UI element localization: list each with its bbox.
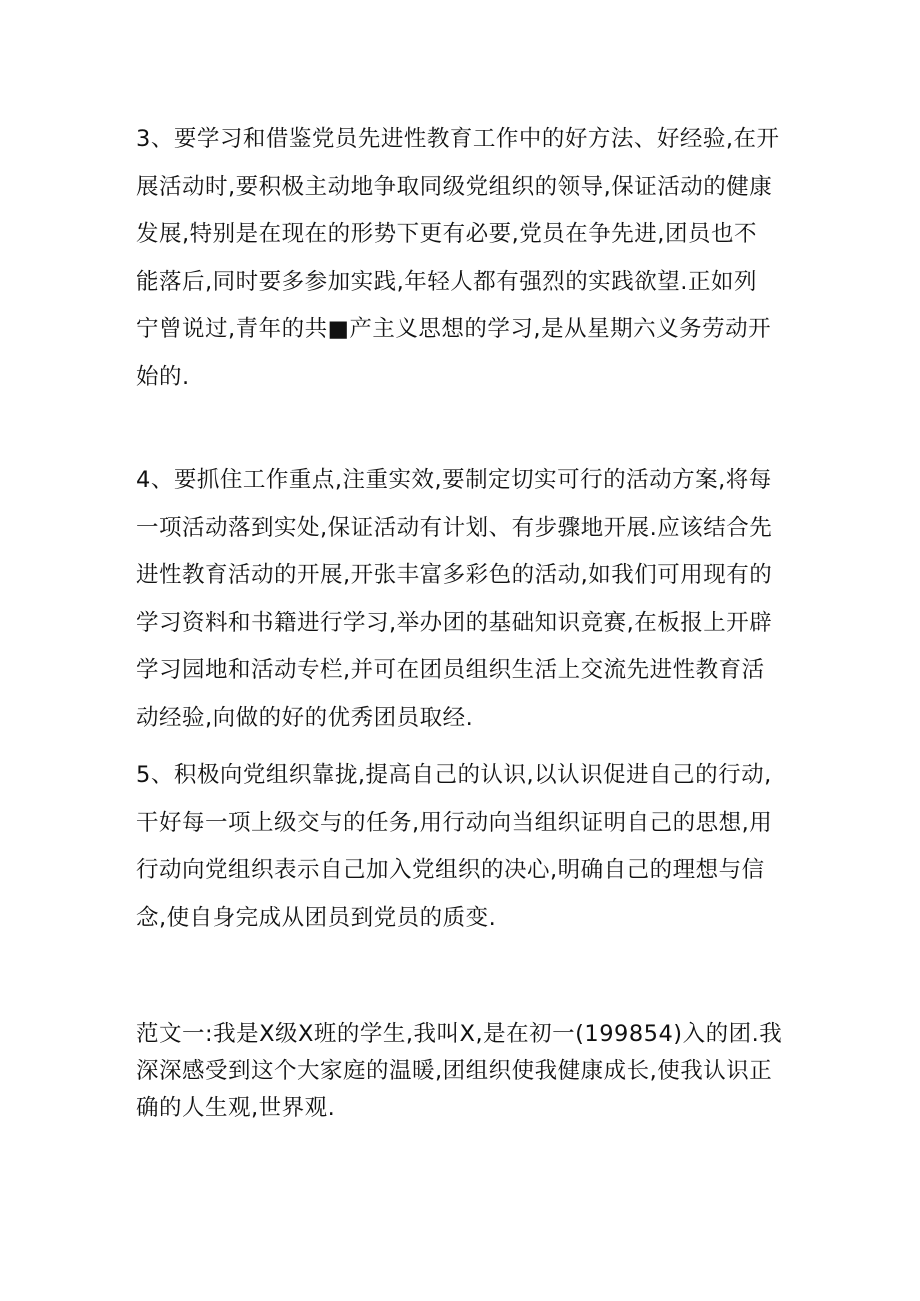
paragraph-line: 一项活动落到实处,保证活动有计划、有步骤地开展.应该结合先 bbox=[136, 514, 773, 541]
paragraph-line: 进性教育活动的开展,开张丰富多彩色的活动,如我们可用现有的 bbox=[136, 562, 773, 588]
paragraph-line: 范文一:我是X级X班的学生,我叫X,是在初一(199854)入的团.我 bbox=[136, 1021, 783, 1047]
paragraph-5 bbox=[136, 752, 791, 942]
paragraph-line: 行动向党组织表示自己加入党组织的决心,明确自己的理想与信 bbox=[136, 857, 765, 883]
paragraph-line: 学习园地和活动专栏,并可在团员组织生活上交流先进性教育活 bbox=[136, 657, 765, 683]
paragraph-line: 4、要抓住工作重点,注重实效,要制定切实可行的活动方案,将每 bbox=[136, 467, 772, 493]
paragraph-4 bbox=[136, 457, 791, 742]
paragraph-line: 宁曾说过,青年的共■产主义思想的学习,是从星期六义务劳动开 bbox=[136, 316, 772, 342]
sample-essay-paragraph bbox=[136, 1016, 791, 1127]
paragraph-line: 始的. bbox=[136, 363, 190, 390]
paragraph-line: 3、要学习和借鉴党员先进性教育工作中的好方法、好经验,在开 bbox=[136, 126, 780, 152]
paragraph-line: 动经验,向做的好的优秀团员取经. bbox=[136, 704, 474, 731]
paragraph-line: 念,使自身完成从团员到党员的质变. bbox=[136, 904, 497, 931]
paragraph-line: 发展,特别是在现在的形势下更有必要,党员在争先进,团员也不 bbox=[136, 221, 757, 247]
paragraph-line: 能落后,同时要多参加实践,年轻人都有强烈的实践欲望.正如列 bbox=[136, 268, 757, 295]
paragraph-line: 干好每一项上级交与的任务,用行动向当组织证明自己的思想,用 bbox=[136, 809, 773, 836]
paragraph-line: 深深感受到这个大家庭的温暖,团组织使我健康成长,使我认识正 bbox=[136, 1058, 773, 1084]
paragraph-3 bbox=[136, 116, 791, 401]
paragraph-line: 学习资料和书籍进行学习,举办团的基础知识竞赛,在板报上开辟 bbox=[136, 609, 773, 636]
paragraph-line: 5、积极向党组织靠拢,提高自己的认识,以认识促进自己的行动, bbox=[136, 762, 772, 788]
paragraph-line: 确的人生观,世界观. bbox=[136, 1095, 336, 1121]
paragraph-line: 展活动时,要积极主动地争取同级党组织的领导,保证活动的健康 bbox=[136, 173, 773, 200]
